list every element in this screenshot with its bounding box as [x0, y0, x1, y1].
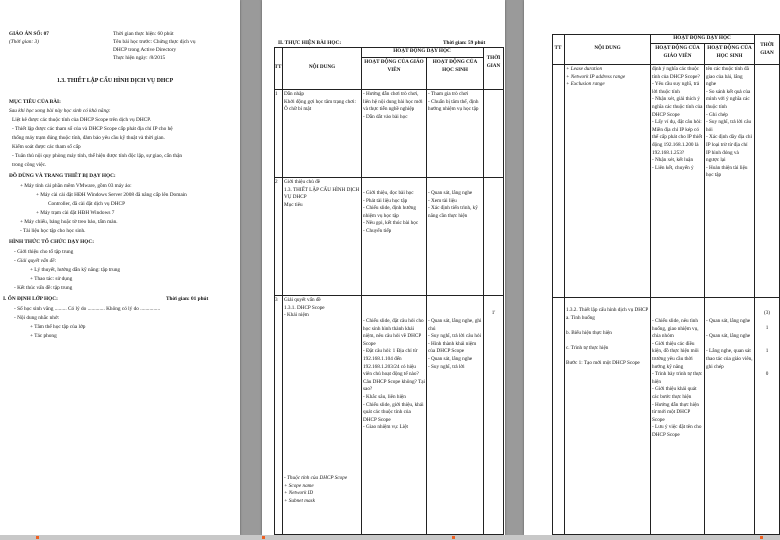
- section-line: + Máy trạm cài đặt HĐH Windows 7: [36, 210, 115, 216]
- document-page-2: [262, 0, 505, 535]
- row-teacher: - Chiếu slide, nêu tình huống, giao nhiệm vụ, chia nhóm - Giới thiệu các điều kiện, đồ thực hiện môi trường yêu cầu thời hướng kỹ năng - Trình bày trình tự thực hiện - Giới thiệu khái quát các bước thực hiện - Hướng dẫn thực hiện từ mới một DHCP Scope - Lưu ý việc đặt tên cho DHCP Scope: [652, 318, 703, 438]
- section-line: Controller, đã cài đặt dịch vụ DHCP: [48, 201, 126, 207]
- section-line: + Máy cài cài đặt HĐH Windows Server 2008 đã nâng cấp lên Domain: [36, 192, 187, 198]
- row-teacher: định ý nghĩa các thuộc tính của DHCP Scope? - Yêu cầu suy nghĩ, trả lời thuộc tính - Nhận xét, giải thích ý nghĩa các thuộc tính của DHCP Scope - Lấy ví dụ, đặt câu hỏi: Miền địa chỉ IP kép có thể cấp phát cho IP thiết động 192.168.1.200 là 192.168.1.253? - Nhận xét, kết luận - Liên kết, chuyển ý: [652, 66, 703, 171]
- marker-icon: [36, 536, 39, 539]
- col-header-teacher: HOẠT ĐỘNG CỦA GIÁO VIÊN: [655, 45, 700, 59]
- section-heading: HÌNH THỨC TỔ CHỨC DẠY HỌC:: [9, 239, 94, 245]
- section-line: + Tác phong: [30, 333, 57, 339]
- section-line: - Thiết lập được các tham số của và DHCP Scope cấp phát địa chỉ IP cho hệ: [12, 126, 173, 132]
- col-header-student: HOẠT ĐỘNG CỦA HỌC SINH: [707, 45, 752, 59]
- col-header-time: THỜI GIAN: [486, 55, 501, 69]
- section-line: - Nội dung nhắc nhở:: [14, 315, 60, 321]
- col-header-tt: TT: [274, 64, 282, 70]
- row-student: tên các thuộc tính đã giao của bài, lắng nghe - So sánh kết quả của mình với ý nghĩa các thuộc tính - Ghi chép - Suy nghĩ, trả lời câu hỏi - Xác định dãy địa chỉ IP loại trừ từ địa chỉ IP hình đóng và ngược lại - Hoàn thiện tài liệu học tập: [706, 66, 752, 179]
- section-line: + Máy tính cài phần mềm VMware, gồm 03 máy ảo:: [20, 183, 132, 189]
- document-page-3: [524, 0, 780, 535]
- header-info: Tên bài học trước: Chứng thực dịch vụ: [113, 39, 196, 45]
- document-page-1: [0, 0, 240, 535]
- col-header-group: HOẠT ĐỘNG DẠY HỌC: [673, 35, 731, 41]
- row-content: Giới thiệu chủ đề 1.3. THIẾT LẬP CẤU HÌNH DỊCH VỤ DHCP Mục tiêu: [284, 179, 360, 208]
- col-header-time: THỜI GIAN: [760, 42, 774, 56]
- row-content: - Thuộc tính của DHCP Scope + Scope name + Network ID + Subnet mask: [284, 475, 348, 504]
- row-content: Giải quyết vấn đề 1.3.1. DHCP Scope - Khái niệm: [284, 297, 325, 319]
- col-header-student: HOẠT ĐỘNG CỦA HỌC SINH: [432, 59, 478, 73]
- section-line: + Thao tác: sử dụng: [30, 276, 73, 282]
- col-header-tt: TT: [554, 45, 562, 51]
- section-line: - Kết thúc vấn đề: tập trung: [14, 285, 73, 291]
- row-tt: 1: [275, 91, 278, 97]
- marker-icon: [760, 536, 763, 539]
- marker-icon: [262, 536, 265, 539]
- lesson-title: 1.3. THIẾT LẬP CẤU HÌNH DỊCH VỤ DHCP: [57, 78, 174, 84]
- col-header-teacher: HOẠT ĐỘNG CỦA GIÁO VIÊN: [364, 59, 424, 73]
- section-line: trong công việc.: [12, 162, 47, 168]
- header-info: DHCP trong Active Directory: [113, 47, 177, 53]
- row-tt: 3: [275, 297, 278, 303]
- row-content: Dẫn nhập Khởi động gợi học tâm trạng chơi: Ô chữ bí mật: [284, 91, 356, 113]
- section-title: II. THỰC HIỆN BÀI HỌC:: [278, 40, 342, 46]
- row-time: (3) 1 1 0: [763, 310, 771, 377]
- section-heading: ĐỒ DÙNG VÀ TRANG THIẾT BỊ DẠY HỌC:: [9, 173, 116, 179]
- col-header-group: HOẠT ĐỘNG DẠY HỌC: [393, 48, 451, 54]
- col-header-content: NỘI DUNG: [594, 45, 621, 51]
- status-strip: [0, 535, 780, 540]
- section-line: thống máy trạm đúng thuộc tính, đảm bảo yêu cầu kỹ thuật và thời gian.: [12, 135, 165, 141]
- section-line: + Máy chiếu, bảng hoặc tờ treo bảo, tấm màn.: [20, 219, 118, 225]
- row-teacher: - Chiếu slide, đặt câu hỏi cho học sinh hình thành khái niệm, nêu câu hỏi về DHCP Scope - Đặt câu hỏi: 1 Địa chỉ từ 192.168.1.104 đến 192.168.1.203/24 có hiệu viên chủ hoạt động tế nào? Câu DHCP Scope không? Tại sao? - Khắc sâu, liên hiện - Chiếu slide, giới thiệu, khái quát các thuộc tính của DHCP Scope - Giao nhiệm vụ: Liệt: [363, 318, 425, 431]
- section-line: - Giới thiệu cho tổ tập trung: [14, 249, 74, 255]
- section-line: + Tâm thế học tập của lớp: [30, 324, 86, 330]
- row-teacher: - Giới thiệu, đọc bài học - Phát tài liệu học tập - Chiếu slide, định hướng nhiệm vụ học tập - Nêu gọi, kết thúc bài học - Chuyển tiếp: [363, 190, 419, 234]
- row-student: - Quan sát, lắng nghe, ghi chú - Suy nghĩ, trả lời câu hỏi - Hình thành khái niệm của DHCP Scope - Quan sát, lắng nghe - Suy nghĩ, trả lời: [428, 318, 482, 370]
- section-line: - Tuân thủ nội quy phòng máy tính, thể hiện được tính độc lập, sự giao, cẩn thận: [12, 153, 183, 159]
- row-student: - Quan sát, lắng nghe - Xem tài liệu - Xác định tiến trình, kỹ năng cần thực hiện: [428, 190, 478, 219]
- row-time: 1': [491, 310, 496, 316]
- row-tt: 2: [275, 179, 278, 185]
- section-time: Thời gian: 59 phút: [443, 40, 486, 46]
- section-line: - Giải quyết vấn đề:: [14, 258, 57, 264]
- section-line: + Lý thuyết, hướng dẫn kỹ năng: tập trung: [30, 267, 121, 273]
- section-line: Sau khi học xong bài này học sinh có khả năng:: [9, 108, 111, 114]
- col-header-content: NỘI DUNG: [308, 64, 336, 70]
- section-heading: I. ỔN ĐỊNH LỚP HỌC:: [3, 296, 58, 302]
- lesson-number: GIÁO ÁN SỐ: 07: [9, 31, 49, 37]
- row-student: - Quan sát, lắng nghe - Quan sát, lắng nghe - Lắng nghe, quan sát thao tác của giáo viên, ghi chép: [706, 318, 753, 370]
- header-info: Thời gian thực hiện: 60 phút: [113, 31, 174, 37]
- marker-icon: [452, 536, 455, 539]
- section-line: Liệt kê được các thuộc tính của DHCP Scope trên dịch vụ DHCP.: [12, 117, 151, 123]
- section-time: Thời gian: 01 phút: [166, 296, 209, 302]
- header-info: Thực hiện ngày: /8/2015: [113, 55, 166, 61]
- section-line: Kiểm soát được các tham số cấp: [12, 144, 81, 150]
- lesson-duration: (Thời gian: 3): [9, 39, 39, 45]
- section-line: - Số học sinh vắng ......... Có lý do ............. Không có lý do ...............: [14, 306, 161, 312]
- section-heading: MỤC TIÊU CỦA BÀI:: [9, 99, 61, 105]
- row-student: - Tham gia trò chơi - Chuẩn bị tâm thế, định hướng nhiệm vụ học tập: [428, 91, 479, 113]
- section-line: - Tài liệu học tập cho học sinh.: [20, 228, 86, 234]
- row-content: 1.3.2. Thiết lập cấu hình dịch vụ DHCP a. Tình huống b. Biểu hiện thực hiện c. Trình tự thực hiện Bước 1: Tạo mới một DHCP Scope: [566, 307, 649, 367]
- row-content: + Lease duration + Network IP address range + Exclusion range: [566, 66, 626, 88]
- row-teacher: - Hướng dẫn chơi trò chơi, liên hệ nội dung bài học mới và thực tiễn nghề nghiệp - Dẫn dắt vào bài học: [363, 91, 423, 120]
